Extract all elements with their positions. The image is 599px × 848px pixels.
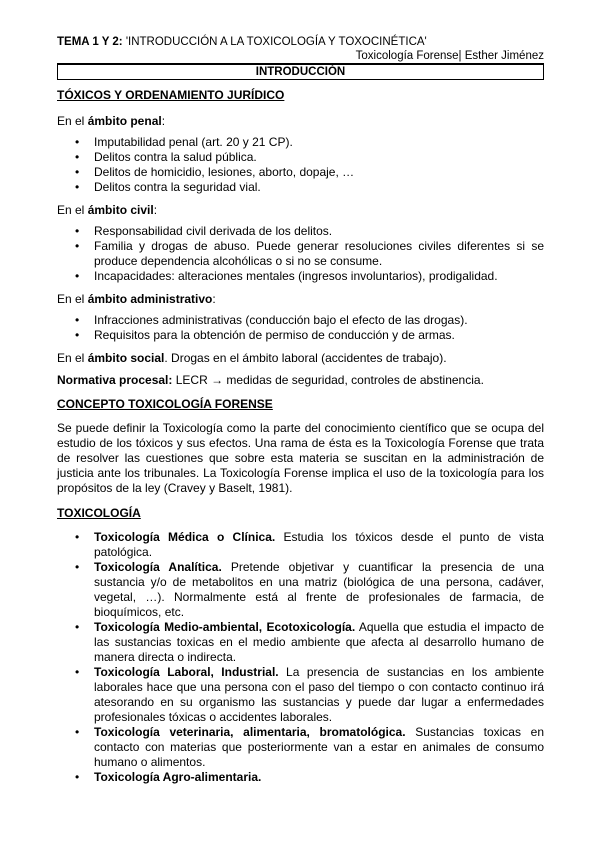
toxicologia-list [57, 530, 544, 785]
list-item: • Incapacidades: alteraciones mentales (ingresos involuntarios), prodigalidad. [94, 269, 544, 284]
list-item: • Delitos contra la salud pública. [94, 150, 544, 165]
item-bold: Toxicología Medio-ambiental, Ecotoxicología. [94, 620, 356, 634]
penal-bold: ámbito penal [87, 114, 162, 128]
list-item: • Delitos contra la seguridad vial. [94, 180, 544, 195]
civil-list [57, 224, 544, 284]
section-heading-concepto: CONCEPTO TOXICOLOGÍA FORENSE [57, 397, 273, 411]
document-header-title [57, 36, 427, 48]
item-bold: Toxicología Médica o Clínica. [94, 530, 276, 544]
penal-pre: En el [57, 114, 88, 128]
concepto-paragraph: Se puede definir la Toxicología como la parte del conocimiento científico que se ocupa del estudio de los tóxicos y sus efectos. Una rama de ésta es la Toxicología Forense que trata de resolver las cuestiones que sobre esta materia se suscitan en la administración de justicia ante los tribunales. La Toxicología Forense implica el uso de la toxicología para los propósitos de la ley (Cravey y Baselt, 1981). [57, 421, 544, 495]
administrativo-list [57, 313, 544, 343]
item-bold: Toxicología veterinaria, alimentaria, bromatológica. [94, 725, 406, 739]
list-item [94, 770, 544, 785]
admin-bold: ámbito administrativo [87, 292, 213, 306]
administrativo-intro [57, 292, 544, 307]
social-bold: ámbito social [87, 351, 165, 365]
social-post: . Drogas en el ámbito laboral (accidentes de trabajo). [164, 351, 447, 365]
civil-pre: En el [57, 203, 88, 217]
social-paragraph [57, 351, 544, 366]
intro-heading-box: INTRODUCCIÓN [57, 64, 544, 80]
item-text: Sustancias toxicas en contacto con materias que posteriormente van a estar en animales de consumo humano o alimentos. [94, 725, 544, 769]
admin-post: : [212, 292, 216, 306]
tema-title: 'INTRODUCCIÓN A LA TOXICOLOGÍA Y TOXOCINÉTICA' [122, 36, 427, 48]
list-item: • Familia y drogas de abuso. Puede generar resoluciones civiles diferentes si se produce dependencia alcohólicas o si no se consume. [94, 239, 544, 269]
penal-intro [57, 114, 544, 129]
civil-intro [57, 203, 544, 218]
normativa-paragraph [57, 373, 544, 388]
social-pre: En el [57, 351, 88, 365]
section-heading-toxicologia: TOXICOLOGÍA [57, 506, 141, 520]
item-bold: Toxicología Agro-alimentaria. [94, 770, 262, 784]
item-text: Aquella que estudia el impacto de las sustancias toxicas en el medio ambiente que afecta al desarrollo humano de manera directa o indirecta. [94, 620, 544, 664]
civil-bold: ámbito civil [87, 203, 154, 217]
list-item: • Imputabilidad penal (art. 20 y 21 CP). [94, 135, 544, 150]
list-item: • Responsabilidad civil derivada de los delitos. [94, 224, 544, 239]
list-item: • Infracciones administrativas (conducción bajo el efecto de las drogas). [94, 313, 544, 328]
penal-post: : [161, 114, 166, 128]
list-item: • Delitos de homicidio, lesiones, aborto, dopaje, … [94, 165, 544, 180]
list-item [94, 665, 544, 725]
list-item [94, 560, 544, 620]
normativa-bold: Normativa procesal: [57, 373, 173, 387]
list-item [94, 620, 544, 665]
tema-label: TEMA 1 Y 2: [57, 36, 123, 48]
item-text: La presencia de sustancias en los ambiente laborales hace que una persona con el paso del tiempo o con contacto continuo irá atesorando en su organismo las sustancias y puede dar lugar a enfermedades profesionales tóxicas o accidentes laborales. [94, 665, 545, 724]
admin-pre: En el [57, 292, 88, 306]
item-text: Pretende objetivar y cuantificar la presencia de una sustancia y/o de metabolitos en una matriz (biológica de una persona, cadáver, vegetal, …). Normalmente está al frente de profesionales de farmacia, de bioquímicos, etc. [94, 560, 544, 619]
normativa-post: LECR → medidas de seguridad, controles de abstinencia. [172, 373, 484, 387]
list-item: • Requisitos para la obtención de permiso de conducción y de armas. [94, 328, 544, 343]
item-text: Estudia los tóxicos desde el punto de vista patológica. [94, 530, 544, 559]
penal-list [57, 135, 544, 195]
item-bold: Toxicología Laboral, Industrial. [94, 665, 279, 679]
document-body [57, 88, 544, 793]
list-item [94, 530, 544, 560]
civil-post: : [153, 203, 158, 217]
item-bold: Toxicología Analítica. [94, 560, 222, 574]
document-header-subtitle: Toxicología Forense| Esther Jiménez [355, 50, 544, 62]
section-heading-toxicos: TÓXICOS Y ORDENAMIENTO JURÍDICO [57, 88, 285, 102]
list-item [94, 725, 544, 770]
